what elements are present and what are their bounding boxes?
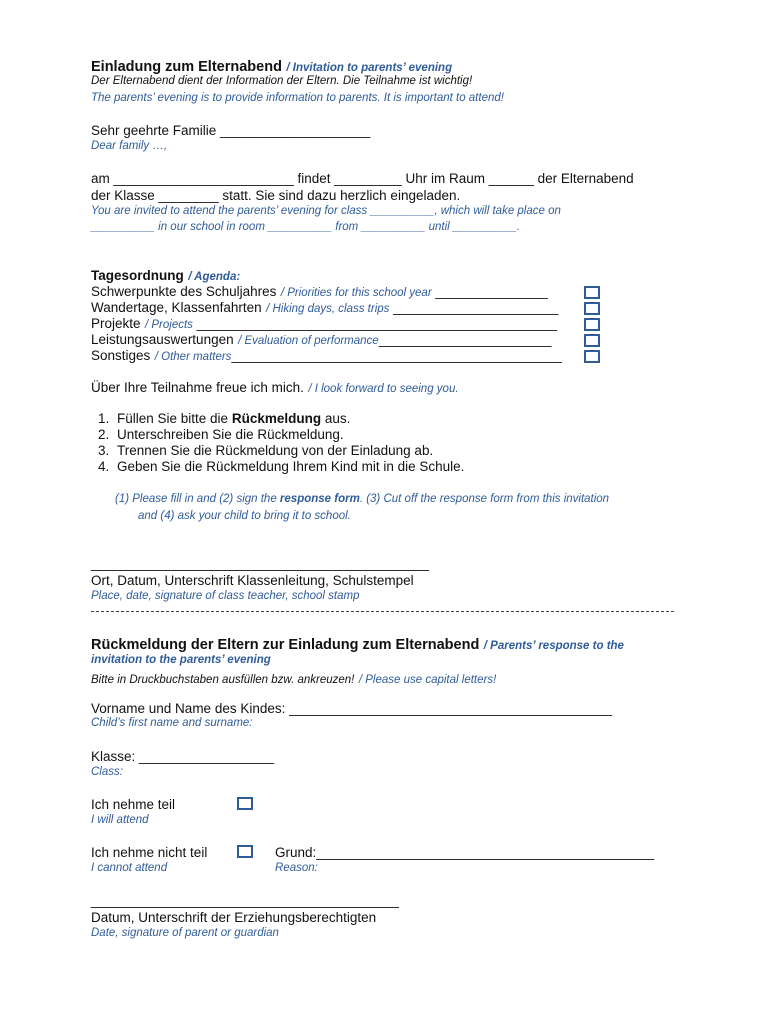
reason-en: Reason:	[275, 862, 318, 874]
invitation-title-de: Einladung zum Elternabend	[91, 59, 282, 75]
agenda-item-de: Schwerpunkte des Schuljahres	[91, 284, 277, 299]
teacher-signature-line: _____________________________________________	[91, 556, 429, 571]
agenda-item-en: / Evaluation of performance	[238, 335, 379, 347]
class-en: Class:	[91, 766, 123, 778]
response-title	[91, 636, 624, 654]
steps-en-pre: (1) Please fill in and (2) sign the	[115, 493, 280, 505]
agenda-checkbox[interactable]	[584, 318, 600, 331]
agenda-item-de: Projekte	[91, 316, 141, 331]
not-attend-checkbox[interactable]	[237, 845, 253, 858]
step-1-bold: Rückmeldung	[231, 411, 322, 426]
response-instruction-en: / Please use capital letters!	[358, 674, 497, 686]
agenda-item-en: / Other matters	[154, 351, 232, 363]
body-line1-en: You are invited to attend the parents’ evening for class __________, which will take place on	[91, 205, 561, 217]
body-line2-de: der Klasse ________ statt. Sie sind dazu herzlich eingeladen.	[91, 188, 461, 203]
attend-label-de: Ich nehme teil	[91, 797, 176, 812]
steps-list	[91, 411, 464, 475]
response-title-de: Rückmeldung der Eltern zur Einladung zum Elternabend	[91, 637, 480, 653]
attend-checkbox[interactable]	[237, 797, 253, 810]
agenda-item-de: Sonstiges	[91, 348, 151, 363]
not-attend-label-de: Ich nehme nicht teil	[91, 845, 208, 860]
body-line1-de: am ________________________ findet _________ Uhr im Raum ______ der Elternabend	[91, 171, 634, 186]
intro-de: Der Elternabend dient der Information der Eltern. Die Teilnahme ist wichtig!	[91, 75, 473, 87]
agenda-item	[91, 347, 562, 365]
reason-field[interactable]: Grund:_____________________________________________	[275, 845, 655, 860]
invitation-title	[91, 58, 452, 76]
agenda-checkbox[interactable]	[584, 286, 600, 299]
agenda-item-en: / Priorities for this school year	[280, 287, 432, 299]
greeting-de: Sehr geehrte Familie ____________________	[91, 123, 371, 138]
parent-signature-de: Datum, Unterschrift der Erziehungsberechtigten	[91, 910, 377, 925]
step-3: 3. Trennen Sie die Rückmeldung von der Einladung ab.	[113, 443, 464, 459]
agenda-item-line: ________________________________________________	[192, 316, 558, 331]
invitation-title-en: / Invitation to parents’ evening	[286, 62, 453, 74]
closing-en: / I look forward to seeing you.	[308, 383, 459, 395]
agenda-item-line: _______________	[431, 284, 549, 299]
agenda-item-line: ____________________________________________	[231, 348, 562, 363]
teacher-signature-label-de: Ort, Datum, Unterschrift Klassenleitung, Schulstempel	[91, 573, 414, 588]
step-4: 4. Geben Sie die Rückmeldung Ihrem Kind mit in die Schule.	[113, 459, 464, 475]
attend-label-en: I will attend	[91, 814, 149, 826]
class-field[interactable]: Klasse: __________________	[91, 749, 275, 764]
response-title-en-1: / Parents’ response to the	[483, 640, 624, 652]
step-1-post: aus.	[321, 411, 351, 426]
steps-en-post: . (3) Cut off the response form from this invitation	[359, 493, 610, 505]
cut-line	[91, 611, 674, 612]
body-line2-en: __________ in our school in room __________ from __________ until __________.	[91, 221, 521, 233]
response-instruction	[91, 670, 496, 688]
teacher-signature-label-en: Place, date, signature of class teacher, school stamp	[91, 590, 360, 602]
closing-text	[91, 379, 459, 397]
intro-en: The parents’ evening is to provide information to parents. It is important to attend!	[91, 92, 504, 104]
step-2: 2. Unterschreiben Sie die Rückmeldung.	[113, 427, 464, 443]
agenda-heading-de: Tagesordnung	[91, 268, 184, 283]
agenda-checkbox[interactable]	[584, 302, 600, 315]
steps-en-line1	[115, 493, 609, 505]
agenda-checkbox[interactable]	[584, 334, 600, 347]
parent-signature-line: _________________________________________	[91, 893, 399, 908]
child-name-field[interactable]: Vorname und Name des Kindes: ___________________________________________	[91, 701, 612, 716]
step-1-pre: Füllen Sie bitte die	[117, 411, 232, 426]
response-title-en-2: invitation to the parents’ evening	[91, 654, 271, 666]
step-1	[113, 411, 464, 427]
greeting-en: Dear family …,	[91, 140, 168, 152]
child-name-en: Child’s first name and surname:	[91, 717, 253, 729]
steps-en-line2: and (4) ask your child to bring it to school.	[138, 510, 351, 522]
not-attend-label-en: I cannot attend	[91, 862, 168, 874]
agenda-item-line: _______________________	[378, 332, 552, 347]
parent-signature-en: Date, signature of parent or guardian	[91, 927, 279, 939]
agenda-item-de: Leistungsauswertungen	[91, 332, 234, 347]
agenda-item-en: / Projects	[144, 319, 193, 331]
agenda-item-en: / Hiking days, class trips	[266, 303, 390, 315]
agenda-checkbox[interactable]	[584, 350, 600, 363]
agenda-item-line: ______________________	[389, 300, 559, 315]
agenda-item-de: Wandertage, Klassenfahrten	[91, 300, 262, 315]
response-instruction-de: Bitte in Druckbuchstaben ausfüllen bzw. ankreuzen!	[91, 674, 355, 686]
agenda-heading-en: / Agenda:	[188, 271, 241, 283]
closing-de: Über Ihre Teilnahme freue ich mich.	[91, 380, 304, 395]
steps-en-bold: response form	[279, 493, 360, 505]
